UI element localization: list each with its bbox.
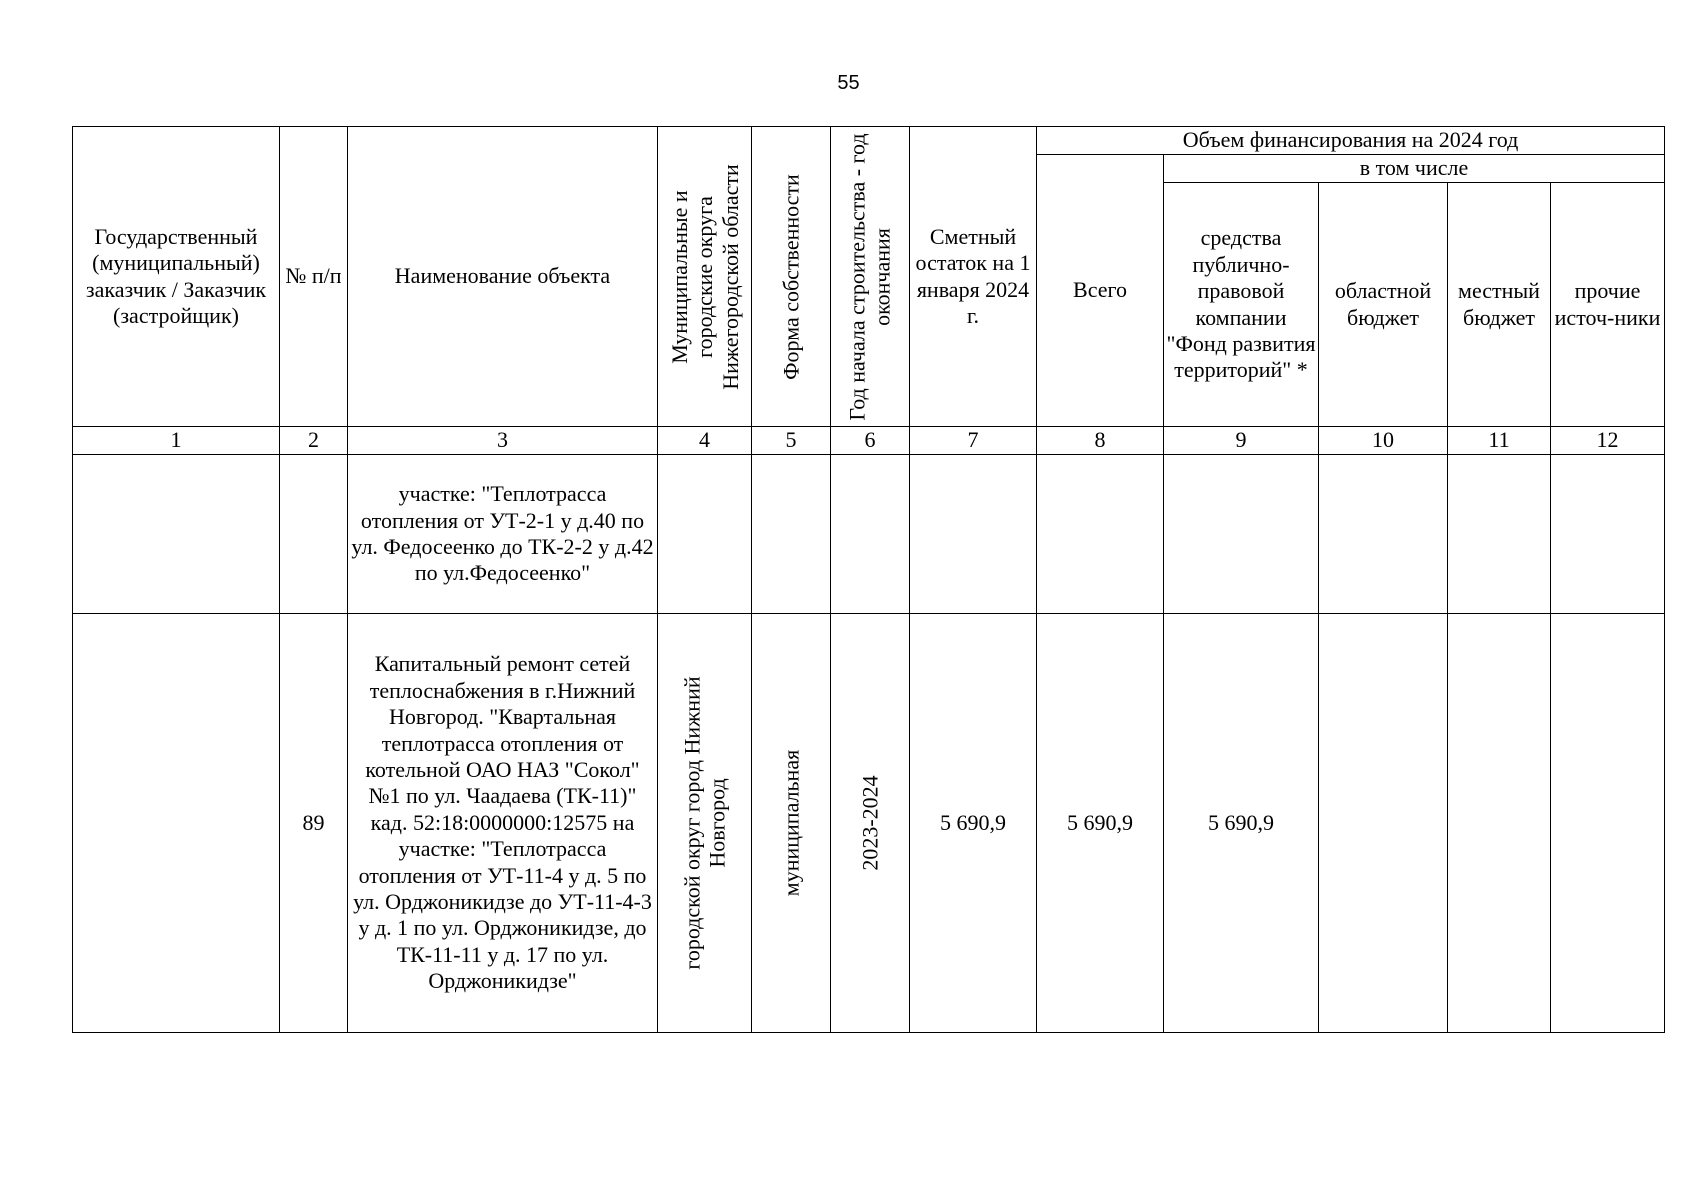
header-total: Всего: [1037, 155, 1164, 427]
header-customer: Государственный (муниципальный) заказчик / Заказчик (застройщик): [73, 127, 280, 427]
header-including: в том числе: [1164, 155, 1665, 183]
financing-table: [72, 126, 1665, 1033]
cell-municipality-text: городской округ город Нижний Новгород: [679, 676, 730, 970]
cell-local-budget: [1448, 614, 1551, 1033]
cell-regional-budget: [1319, 614, 1448, 1033]
cell-total: [1037, 455, 1164, 614]
cell-fund: 5 690,9: [1164, 614, 1319, 1033]
column-number: 9: [1164, 427, 1319, 455]
cell-total: 5 690,9: [1037, 614, 1164, 1033]
cell-years: [831, 614, 910, 1033]
header-municipality-text: Муниципальные и городские округа Нижегородской области: [666, 163, 743, 390]
header-object-name: Наименование объекта: [348, 127, 658, 427]
cell-years-text: 2023-2024: [857, 775, 883, 871]
cell-object-name: Капитальный ремонт сетей теплоснабжения в г.Нижний Новгород. "Квартальная теплотрасса отопления от котельной ОАО НАЗ "Сокол" №1 по ул. Чаадаева (ТК-11)" кад. 52:18:0000000:12575 на участке: "Теплотрасса отопления от УТ-11-4 у д. 5 по ул. Орджоникидзе до УТ-11-4-3 у д. 1 по ул. Орджоникидзе, до ТК-11-11 у д. 17 по ул. Орджоникидзе": [348, 614, 658, 1033]
column-number: 6: [831, 427, 910, 455]
cell-other-sources: [1551, 614, 1665, 1033]
cell-object-name: участке: "Теплотрасса отопления от УТ-2-1 у д.40 по ул. Федосеенко до ТК-2-2 у д.42 по ул.Федосеенко": [348, 455, 658, 614]
cell-ownership: [752, 455, 831, 614]
header-other-sources: прочие источ-ники: [1551, 183, 1665, 427]
header-years-text: Год начала строительства - год окончания: [844, 132, 895, 421]
header-estimate-balance: Сметный остаток на 1 января 2024 г.: [910, 127, 1037, 427]
cell-customer: [73, 455, 280, 614]
column-number: 3: [348, 427, 658, 455]
header-local-budget: местный бюджет: [1448, 183, 1551, 427]
cell-other-sources: [1551, 455, 1665, 614]
header-regional-budget: областной бюджет: [1319, 183, 1448, 427]
cell-municipality: [658, 614, 752, 1033]
column-number: 8: [1037, 427, 1164, 455]
header-row-top: [73, 127, 1665, 155]
column-number: 1: [73, 427, 280, 455]
cell-estimate-balance: [910, 455, 1037, 614]
column-number: 2: [280, 427, 348, 455]
cell-municipality: [658, 455, 752, 614]
column-number: 12: [1551, 427, 1665, 455]
header-municipality: [658, 127, 752, 427]
cell-customer: [73, 614, 280, 1033]
cell-number: [280, 455, 348, 614]
cell-years: [831, 455, 910, 614]
table-row: [73, 614, 1665, 1033]
cell-local-budget: [1448, 455, 1551, 614]
header-years: [831, 127, 910, 427]
cell-regional-budget: [1319, 455, 1448, 614]
column-number: 10: [1319, 427, 1448, 455]
cell-ownership-text: муниципальная: [778, 749, 804, 897]
column-number: 7: [910, 427, 1037, 455]
column-number: 4: [658, 427, 752, 455]
table-row: [73, 455, 1665, 614]
cell-ownership: [752, 614, 831, 1033]
cell-number: 89: [280, 614, 348, 1033]
header-ownership-text: Форма собственности: [778, 173, 804, 380]
page-number: 55: [837, 72, 860, 94]
header-funding-group: Объем финансирования на 2024 год: [1037, 127, 1665, 155]
column-number: 11: [1448, 427, 1551, 455]
header-number: № п/п: [280, 127, 348, 427]
column-number: 5: [752, 427, 831, 455]
cell-fund: [1164, 455, 1319, 614]
header-fund: средства публично-правовой компании "Фонд развития территорий" *: [1164, 183, 1319, 427]
cell-estimate-balance: 5 690,9: [910, 614, 1037, 1033]
column-number-row: [73, 427, 1665, 455]
header-ownership: [752, 127, 831, 427]
